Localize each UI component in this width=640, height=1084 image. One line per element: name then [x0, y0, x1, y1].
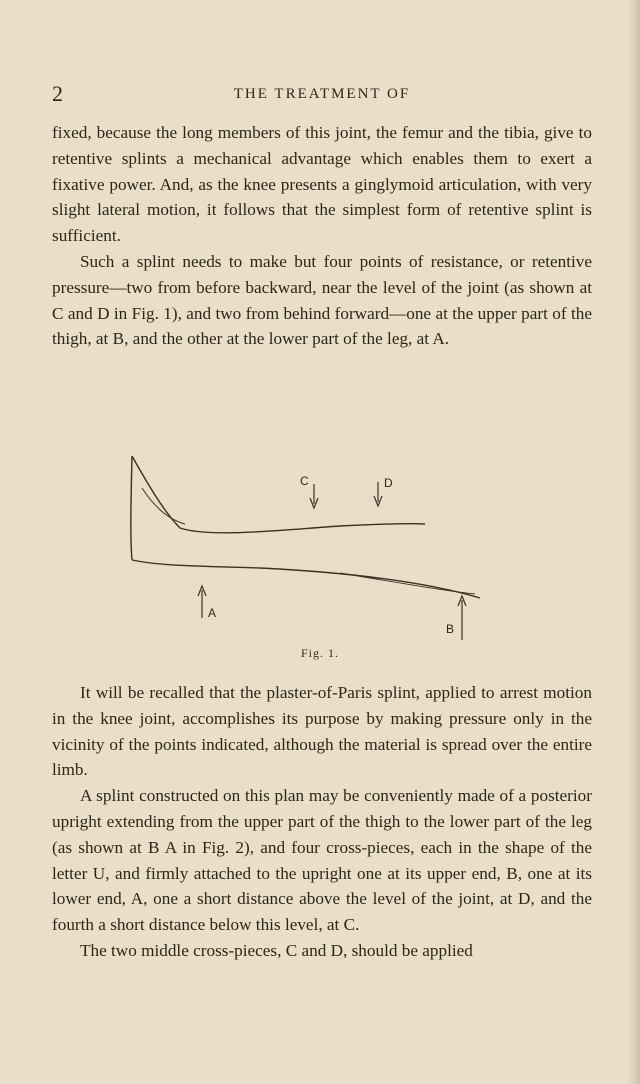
body-text-bottom — [52, 680, 592, 964]
page-number: 2 — [52, 81, 63, 106]
paragraph: It will be recalled that the plaster-of-Paris splint, applied to arrest motion in the knee joint, accomplishes its purpose by making pressure only in the vicinity of the points indicated, although the material is spread over the entire limb. — [52, 683, 592, 780]
label-a: A — [208, 606, 217, 620]
paragraph: A splint constructed on this plan may be conveniently made of a posterior upright extending from the upper part of the thigh to the lower part of the leg (as shown at B A in Fig. 2), and four cross-pieces, each in the shape of the letter U, and firmly attached to the upright one at its upper end, B, one at its lower end, A, one a short distance above the level of the joint, at D, and the fourth a short distance below this level, at C. — [52, 786, 592, 935]
label-d: D — [384, 476, 393, 490]
limb-left-edge — [131, 456, 132, 560]
label-c: C — [300, 474, 309, 488]
label-b: B — [446, 622, 455, 636]
page-header — [52, 82, 592, 106]
limb-upper-outline — [132, 456, 425, 533]
running-head: THE TREATMENT OF — [233, 86, 411, 102]
limb-inner-line — [142, 488, 185, 524]
body-text-top — [52, 120, 592, 352]
paragraph: Such a splint needs to make but four points of resistance, or retentive pressure—two from before backward, near the level of the joint (as shown at C and D in Fig. 1), and two from behind forward—one at the upper part of the thigh, at B, and the other at the lower part of the leg, at A. — [52, 251, 592, 349]
paragraph: fixed, because the long members of this joint, the femur and the tibia, give to retentive splints a mechanical advantage which enables them to exert a fixative power. And, as the knee presents a ginglymoid articulation, with very slight lateral motion, it follows that the simplest form of retentive splint is sufficient. — [52, 123, 592, 246]
paragraph: The two middle cross-pieces, C and D, should be applied — [80, 940, 473, 960]
limb-lower-outline — [132, 560, 480, 598]
figure-1-leg-diagram — [120, 448, 520, 648]
leg-outline-drawing — [120, 448, 520, 648]
figure-caption: Fig. 1. — [300, 646, 339, 660]
page-edge-shadow — [628, 0, 640, 1084]
